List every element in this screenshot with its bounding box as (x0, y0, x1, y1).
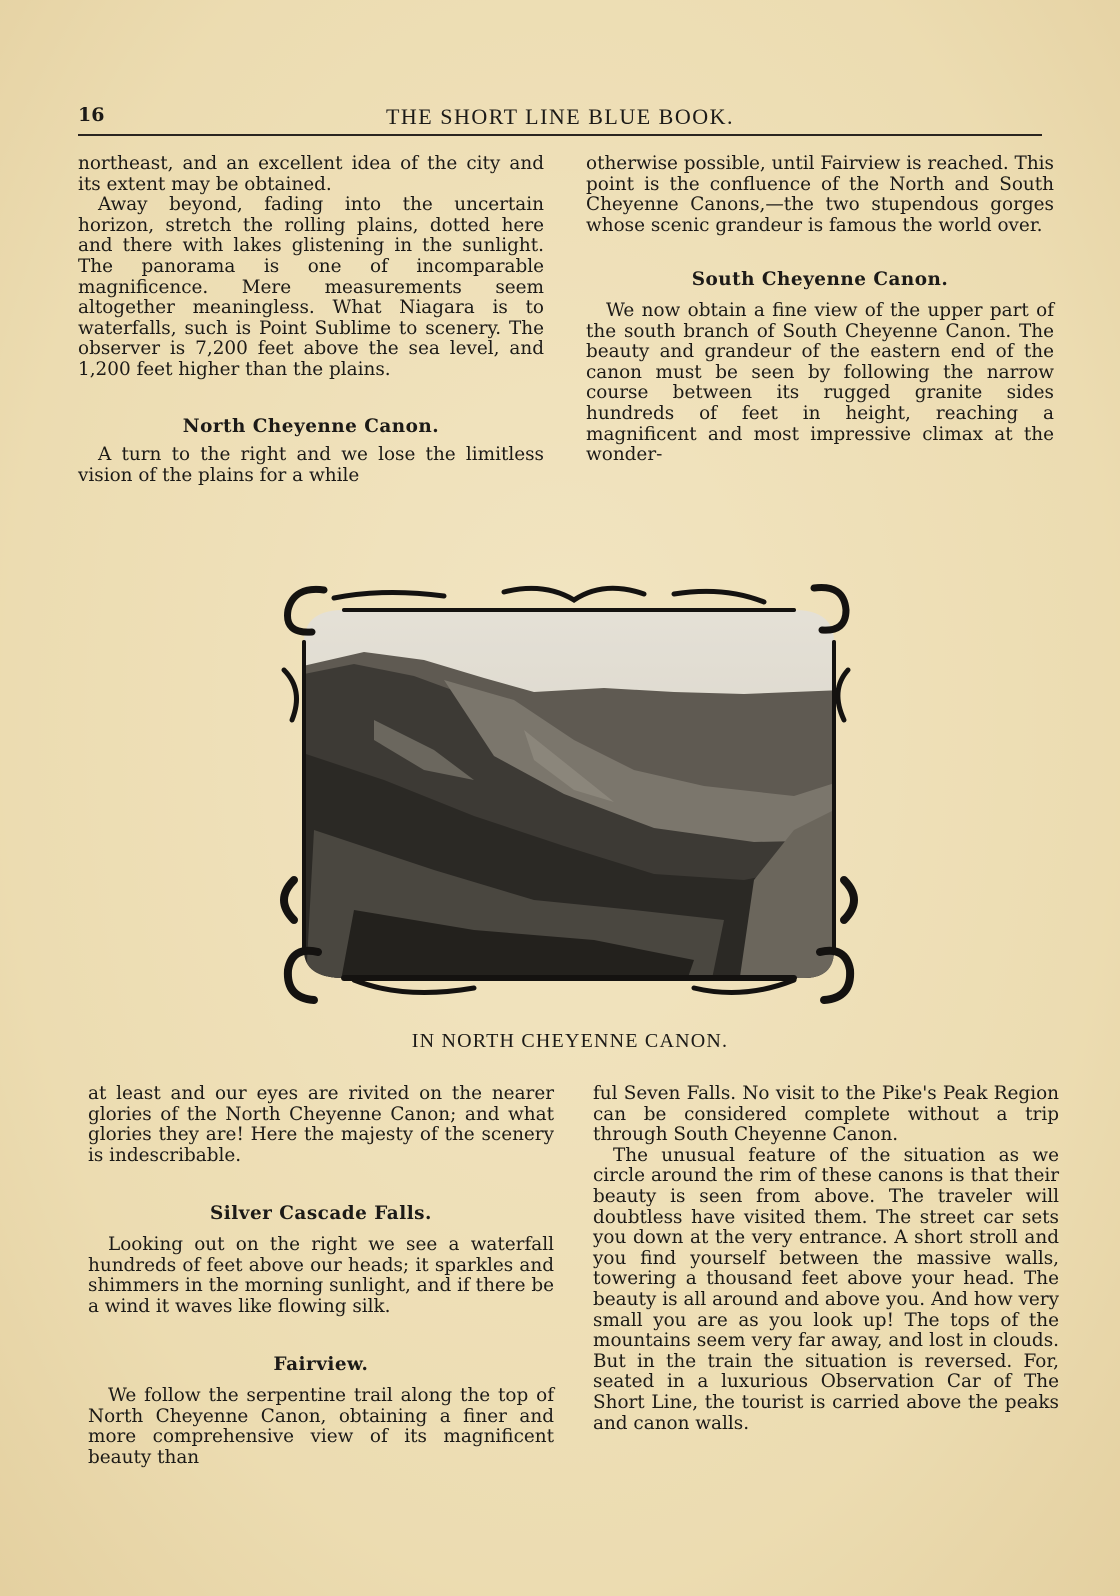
section-heading-fairview: Fairview. (273, 1354, 369, 1376)
paragraph: Away beyond, fading into the uncertain horizon, stretch the rolling plains, dotted here and there with lakes glistening in the sunlight. The panorama is one of incomparable magnificence. Mere measurements seem altogether meaningless. What Niagara is to waterfalls, such is Point Sublime to scenery. The observer is 7,200 feet above the sea level, and 1,200 feet higher than the plains. (78, 194, 544, 380)
paragraph: We follow the serpentine trail along the top of North Cheyenne Canon, obtaining a finer and more comprehensive view of its magnificent beauty than (88, 1384, 554, 1468)
running-title: THE SHORT LINE BLUE BOOK. (385, 104, 735, 129)
section-heading-north-cheyenne: North Cheyenne Canon. (182, 415, 440, 437)
figure-caption: IN NORTH CHEYENNE CANON. (411, 1030, 729, 1052)
paragraph: otherwise possible, until Fairview is reached. This point is the confluence of the North and South Cheyenne Canons,—the two stupendous gorges whose scenic grandeur is famous the world over. (586, 153, 1054, 236)
paragraph: Looking out on the right we see a waterfall hundreds of feet above our heads; it sparkles and shimmers in the morning sunlight, and if there be a wind it waves like flowing silk. (88, 1233, 554, 1317)
section-heading-south-cheyenne: South Cheyenne Canon. (691, 269, 949, 291)
column-top-left (78, 154, 544, 486)
section-heading-silver-cascade: Silver Cascade Falls. (210, 1203, 432, 1225)
paragraph: The unusual feature of the situation as we circle around the rim of these canons is that their beauty is seen from above. The traveler will doubtless have visited them. The street car sets you down at the very entrance. A short stroll and you find yourself between the massive walls, towering a thousand feet above your head. The beauty is all around and above you. And how very small you are as you look up! The tops of the mountains seem very far away, and lost in clouds. But in the train the situation is reversed. For, seated in a luxurious Observation Car of The Short Line, the tourist is carried above the peaks and canon walls. (593, 1144, 1059, 1434)
paragraph: ful Seven Falls. No visit to the Pike's Peak Region can be considered complete without a trip through South Cheyenne Canon. (593, 1083, 1059, 1146)
column-bottom-left (88, 1084, 554, 1468)
paragraph: A turn to the right and we lose the limitless vision of the plains for a while (78, 444, 544, 486)
page-header (78, 104, 1042, 136)
paragraph: We now obtain a fine view of the upper part of the south branch of South Cheyenne Canon. The beauty and grandeur of the eastern end of the canon must be seen by following the narrow course between its rugged granite sides hundreds of feet in height, reaching a magnificent and most impressive climax at the wonder- (586, 299, 1054, 466)
page-number: 16 (78, 104, 105, 126)
paragraph: at least and our eyes are rivited on the nearer glories of the North Cheyenne Canon; and what glories they are! Here the majesty of the scenery is indescribable. (88, 1083, 554, 1166)
paragraph: northeast, and an excellent idea of the city and its extent may be obtained. (78, 153, 544, 195)
photo-figure (274, 580, 864, 1018)
column-bottom-right (593, 1084, 1059, 1434)
canyon-photograph (274, 580, 864, 1018)
column-top-right (586, 154, 1054, 466)
